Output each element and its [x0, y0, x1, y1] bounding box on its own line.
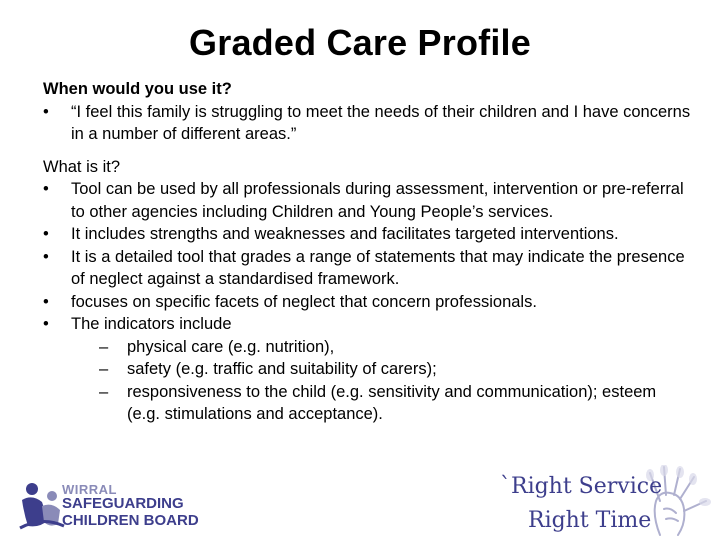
sub-bullet-item: – safety (e.g. traffic and suitability of carers); [99, 358, 693, 381]
indicator-sub-list [71, 336, 693, 426]
bullet-list-when [43, 101, 693, 146]
section-heading-what: What is it? [43, 157, 121, 176]
bullet-item [43, 313, 693, 426]
slide-content [43, 78, 693, 426]
bullet-item: • It is a detailed tool that grades a range of statements that may indicate the presence of neglect against a standardised framework. [43, 246, 693, 291]
logo-text-line3: CHILDREN BOARD [62, 512, 199, 529]
right-service-logo [480, 465, 720, 540]
sub-bullet-item: – physical care (e.g. nutrition), [99, 336, 693, 359]
page-title: Graded Care Profile [189, 22, 531, 63]
bullet-item: • Tool can be used by all professionals during assessment, intervention or pre-referral to other agencies including Children and Young People’s services. [43, 178, 693, 223]
bullet-item: • focuses on specific facets of neglect that concern professionals. [43, 291, 693, 314]
bullet-item: • It includes strengths and weaknesses and facilitates targeted interventions. [43, 223, 693, 246]
bullet-list-what [43, 178, 693, 426]
logo-text-line2: SAFEGUARDING [62, 495, 184, 512]
bullet-item: • “I feel this family is struggling to meet the needs of their children and I have concerns in a number of different areas.” [43, 101, 693, 146]
bullet-item-label: The indicators include [71, 315, 232, 333]
logo-text-right-time: Right Time [528, 508, 652, 533]
wirral-safeguarding-logo [18, 480, 218, 534]
family-figures-icon [18, 480, 66, 532]
logo-text-right-service: `Right Service [500, 474, 663, 499]
logo-text-line1: WIRRAL [62, 482, 117, 497]
section-heading-when: When would you use it? [43, 80, 232, 98]
sub-bullet-item: – responsiveness to the child (e.g. sensitivity and communication); esteem (e.g. stimulations and acceptance). [99, 381, 693, 426]
